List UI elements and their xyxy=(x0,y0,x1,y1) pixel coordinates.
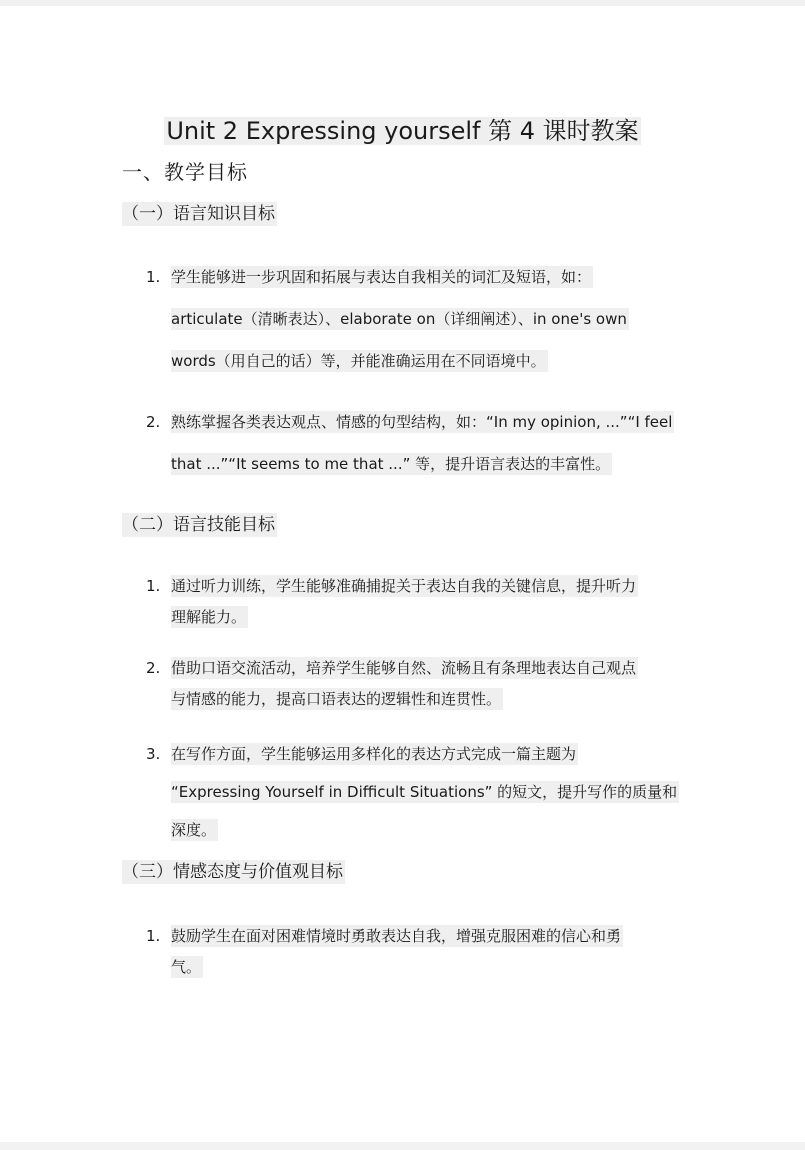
text-line: 鼓励学生在面对困难情境时勇敢表达自我，增强克服困难的信心和勇 xyxy=(171,927,622,945)
text-line: 学生能够进一步巩固和拓展与表达自我相关的词汇及短语，如： xyxy=(171,268,592,286)
list-item xyxy=(146,401,691,485)
text-line: 通过听力训练，学生能够准确捕捉关于表达自我的关键信息，提升听力 xyxy=(171,577,637,595)
list-number: 2. xyxy=(146,659,161,677)
text-line: 理解能力。 xyxy=(171,608,247,626)
subsection-heading-emotional-attitude: （三）情感态度与价值观目标 xyxy=(122,862,343,882)
text-line: 气。 xyxy=(171,958,202,976)
list-number: 2. xyxy=(146,413,161,431)
text-line: 熟练掌握各类表达观点、情感的句型结构，如：“In my opinion, ...”“I feel xyxy=(171,413,673,431)
document-title: Unit 2 Expressing yourself 第 4 课时教案 xyxy=(166,117,639,145)
text-line: 在写作方面，学生能够运用多样化的表达方式完成一篇主题为 xyxy=(171,745,577,763)
document-page xyxy=(0,6,805,1142)
list-item-text xyxy=(171,401,691,485)
subsection-heading-language-knowledge: （一）语言知识目标 xyxy=(122,204,275,224)
list-item xyxy=(146,735,691,849)
list-number: 3. xyxy=(146,745,161,763)
list-item-text xyxy=(171,921,691,983)
section-heading-teaching-objectives: 一、教学目标 xyxy=(122,160,248,184)
list-item xyxy=(146,921,691,983)
text-line: “Expressing Yourself in Difficult Situations” 的短文，提升写作的质量和 xyxy=(171,783,678,801)
list-number: 1. xyxy=(146,577,161,595)
text-line: words（用自己的话）等，并能准确运用在不同语境中。 xyxy=(171,352,546,370)
list-number: 1. xyxy=(146,927,161,945)
list-number: 1. xyxy=(146,268,161,286)
text-line: 与情感的能力，提高口语表达的逻辑性和连贯性。 xyxy=(171,690,502,708)
list-item xyxy=(146,571,691,633)
list-item xyxy=(146,653,691,715)
list-item-text xyxy=(171,735,691,849)
text-line: articulate（清晰表达）、elaborate on（详细阐述）、in one's own xyxy=(171,310,627,328)
subsection-heading-language-skills: （二）语言技能目标 xyxy=(122,515,275,535)
list-item-text xyxy=(171,256,691,382)
text-line: 深度。 xyxy=(171,821,217,839)
text-line: 借助口语交流活动，培养学生能够自然、流畅且有条理地表达自己观点 xyxy=(171,659,637,677)
text-line: that ...”“It seems to me that ...” 等，提升语言表达的丰富性。 xyxy=(171,455,611,473)
list-item-text xyxy=(171,653,691,715)
list-item xyxy=(146,256,691,382)
list-item-text xyxy=(171,571,691,633)
